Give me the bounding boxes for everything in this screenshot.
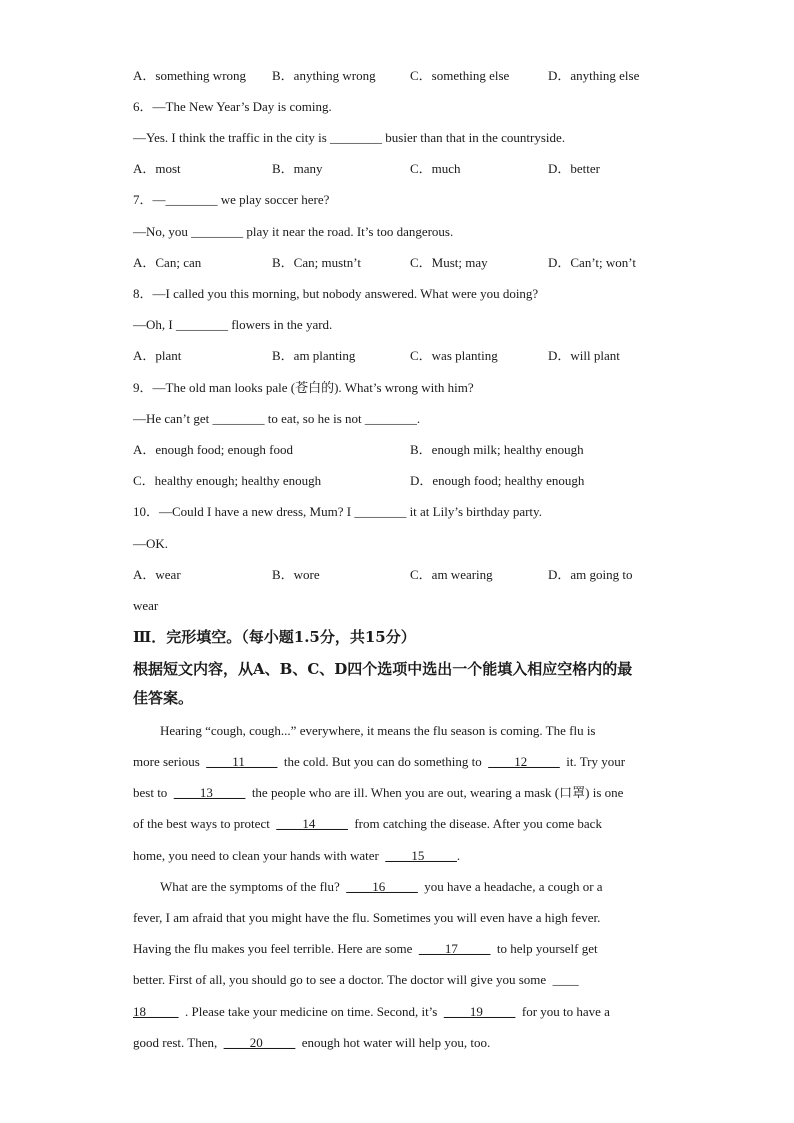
q10-option-c: C．am wearing: [410, 567, 493, 582]
q5-option-a: A．something wrong: [133, 68, 247, 83]
passage-p2-line4: better. First of all, you should go to see a doctor. The doctor will give you some ____: [133, 972, 579, 987]
q9-option-a: A．enough food; enough food: [133, 442, 293, 457]
q9-option-d: D．enough food; healthy enough: [410, 473, 585, 488]
blank-13: ____13_____: [173, 785, 246, 800]
passage-p1-line1: Hearing “cough, cough...” everywhere, it means the flu season is coming. The flu is: [160, 723, 596, 738]
blank-12: ____12_____: [488, 754, 560, 769]
passage-p1-line5: home, you need to clean your hands with water ____15_____.: [133, 848, 461, 863]
q8-response: —Oh, I ________ flowers in the yard.: [133, 317, 333, 332]
passage-p2-line5: 18_____ . Please take your medicine on time. Second, it’s ____19_____ for you to have a: [133, 1004, 610, 1019]
q10-option-a: A．wear: [133, 567, 181, 582]
q9-option-b: B．enough milk; healthy enough: [410, 442, 584, 457]
blank-17: ____17_____: [418, 941, 491, 956]
q6-option-d: D．better: [548, 161, 600, 176]
section-title: Ⅲ．完形填空。（每小题1.5分，共15分）: [133, 628, 416, 646]
q9-stem: 9．—The old man looks pale (苍白的). What’s wrong with him?: [133, 380, 474, 395]
q6-option-b: B．many: [272, 161, 323, 176]
q8-option-a: A．plant: [133, 348, 182, 363]
q10-option-b: B．wore: [272, 567, 320, 582]
q5-option-b: B．anything wrong: [272, 68, 376, 83]
q8-option-c: C．was planting: [410, 348, 498, 363]
q5-option-d: D．anything else: [548, 68, 640, 83]
q7-option-a: A．Can; can: [133, 255, 202, 270]
q7-response: —No, you ________ play it near the road. It’s too dangerous.: [133, 224, 454, 239]
blank-20: ____20_____: [223, 1035, 296, 1050]
q10-stem: 10．—Could I have a new dress, Mum? I ________ it at Lily’s birthday party.: [133, 504, 542, 519]
blank-14: ____14_____: [276, 816, 348, 831]
q7-option-d: D．Can’t; won’t: [548, 255, 636, 270]
blank-15: ____15_____: [385, 848, 457, 863]
q6-response: —Yes. I think the traffic in the city is ________ busier than that in the countryside.: [133, 130, 566, 145]
q6-option-a: A．most: [133, 161, 181, 176]
q6-stem: 6．—The New Year’s Day is coming.: [133, 99, 332, 114]
q9-option-c: C．healthy enough; healthy enough: [133, 473, 322, 488]
q8-stem: 8．—I called you this morning, but nobody answered. What were you doing?: [133, 286, 539, 301]
q8-option-b: B．am planting: [272, 348, 356, 363]
q9-response: —He can’t get ________ to eat, so he is not ________.: [133, 411, 421, 426]
q7-stem: 7．—________ we play soccer here?: [133, 192, 330, 207]
passage-p2-line3: Having the flu makes you feel terrible. Here are some ____17_____ to help yourself get: [133, 941, 598, 956]
passage-p2-line2: fever, I am afraid that you might have the flu. Sometimes you will even have a high fever.: [133, 910, 601, 925]
passage-p1-line2: more serious ____11_____ the cold. But you can do something to ____12_____ it. Try your: [133, 754, 626, 769]
blank-18: 18_____: [133, 1004, 179, 1019]
blank-11: ____11_____: [206, 754, 278, 769]
passage-p2-line1: What are the symptoms of the flu? ____16_____ you have a headache, a cough or a: [160, 879, 603, 894]
passage-p1-line4: of the best ways to protect ____14_____ from catching the disease. After you come back: [133, 816, 602, 831]
blank-16: ____16_____: [346, 879, 418, 894]
q5-option-c: C．something else: [410, 68, 510, 83]
section-instruction-line1: 根据短文内容，从A、B、C、D四个选项中选出一个能填入相应空格内的最: [133, 660, 633, 678]
q6-option-c: C．much: [410, 161, 461, 176]
passage-p1-line3: best to ____13_____ the people who are ill. When you are out, wearing a mask (口罩) is one: [133, 785, 624, 800]
q10-response: —OK.: [133, 536, 169, 551]
q7-option-c: C．Must; may: [410, 255, 488, 270]
blank-19: ____19_____: [443, 1004, 516, 1019]
passage-p2-line6: good rest. Then, ____20_____ enough hot water will help you, too.: [133, 1035, 491, 1050]
section-instruction-line2: 佳答案。: [133, 689, 194, 707]
q7-option-b: B．Can; mustn’t: [272, 255, 361, 270]
q10-option-d-wrap: wear: [133, 598, 159, 613]
q8-option-d: D．will plant: [548, 348, 620, 363]
q10-option-d: D．am going to: [548, 567, 633, 582]
